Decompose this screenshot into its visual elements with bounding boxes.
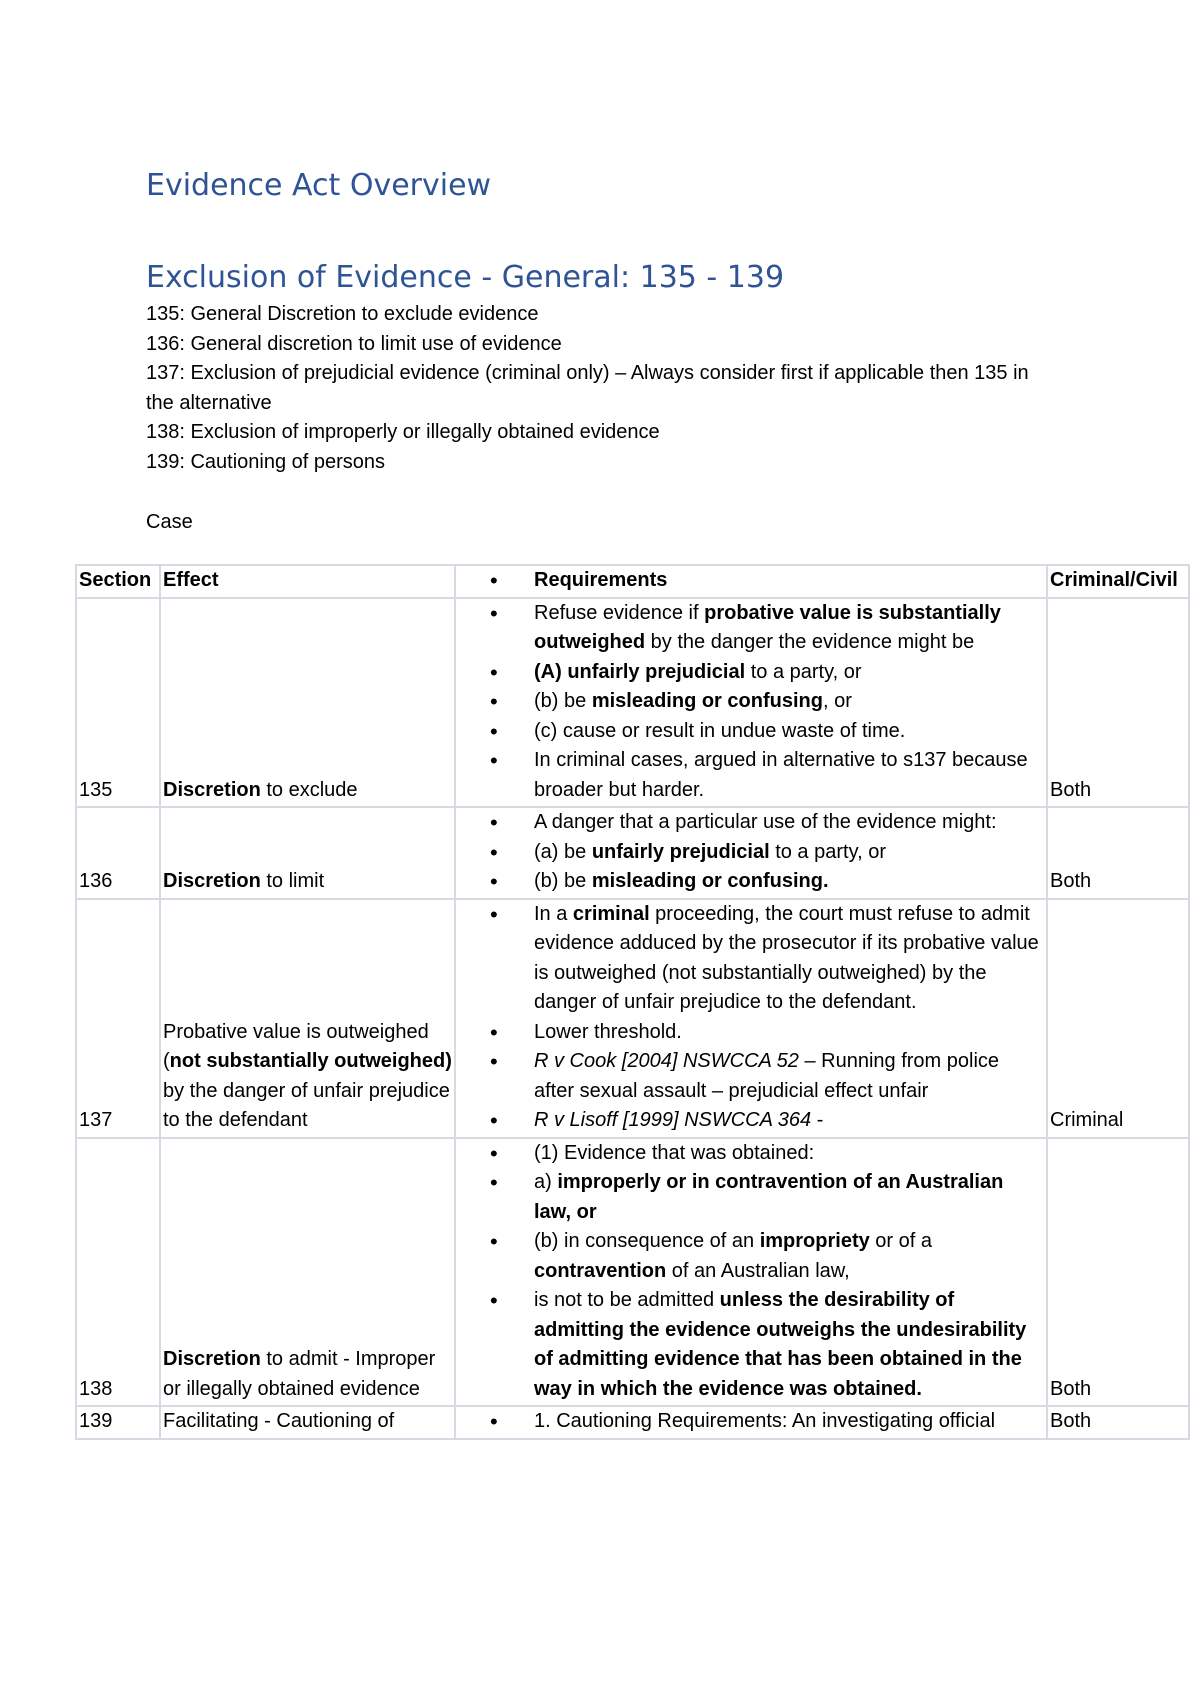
requirements-list (456, 599, 1044, 806)
text-run: to exclude (260, 778, 358, 801)
effect-cell (160, 1406, 455, 1439)
text-run: In criminal cases, argued in alternative to s137 because broader but harder. (534, 749, 1028, 801)
requirements-list (456, 808, 1044, 897)
italic-text: R v Lisoff [1999] NSWCCA 364 (534, 1109, 812, 1131)
requirements-cell (455, 899, 1047, 1138)
header-effect: Effect (160, 565, 455, 598)
text-run: of an Australian law, (666, 1259, 850, 1282)
list-item (456, 808, 1044, 838)
intro-line: 135: General Discretion to exclude evidence (146, 303, 539, 325)
criminal-civil-cell: Criminal (1047, 899, 1189, 1138)
bold-text: improperly or in contravention of an Australian law, or (534, 1171, 1004, 1223)
list-item (456, 717, 1044, 747)
text-run: , or (822, 690, 852, 712)
text-run: (1) Evidence that was obtained: (534, 1141, 815, 1164)
section-cell: 139 (76, 1406, 160, 1439)
intro-line: 136: General discretion to limit use of evidence (146, 332, 562, 355)
text-run: – Running from police after sexual assault – prejudicial effect unfair (534, 1050, 1000, 1102)
bold-text: Discretion (163, 870, 261, 892)
table-row (76, 899, 1189, 1138)
requirements-list (456, 1407, 1044, 1437)
bold-text: not substantially outweighed) (169, 1050, 452, 1072)
bold-text: Discretion (163, 1348, 261, 1370)
section-cell: 135 (76, 598, 160, 808)
text-run: (b) be (534, 870, 592, 892)
list-item (456, 746, 1044, 805)
intro-line: 137: Exclusion of prejudicial evidence (criminal only) – Always consider first if applicable then 135 in the alternative (146, 362, 1029, 414)
list-item (456, 658, 1044, 688)
text-run: Refuse evidence if (534, 601, 705, 624)
bold-text: misleading or confusing. (591, 870, 829, 892)
text-run: to limit (260, 870, 325, 892)
section-cell: 137 (76, 899, 160, 1138)
effect-cell (160, 598, 455, 808)
requirements-list (456, 1139, 1044, 1405)
header-requirements-label: • Requirements (456, 566, 1044, 596)
list-item (456, 1168, 1044, 1227)
text-run: is not to be admitted (534, 1289, 720, 1311)
list-item (456, 1106, 1044, 1136)
section-cell: 138 (76, 1138, 160, 1407)
text-run: by the danger of unfair prejudice to the defendant (163, 1079, 450, 1131)
text-run: 1. Cautioning Requirements: An investigating official (534, 1410, 996, 1432)
criminal-civil-cell: Both (1047, 598, 1189, 808)
list-item (456, 1018, 1044, 1048)
effect-cell (160, 899, 455, 1138)
header-criminal-civil: Criminal/Civil (1047, 565, 1189, 598)
header-requirements (455, 565, 1047, 598)
text-run: Probative value is outweighed ( (163, 1020, 429, 1072)
text-run: a) (534, 1171, 558, 1193)
list-item (456, 838, 1044, 868)
bold-text: (A) unfairly prejudicial (534, 660, 746, 683)
list-item (456, 599, 1044, 658)
effect-cell (160, 1138, 455, 1407)
criminal-civil-cell: Both (1047, 1138, 1189, 1407)
text-run: to admit - Improper or illegally obtained evidence (163, 1348, 436, 1400)
requirements-cell (455, 1406, 1047, 1439)
criminal-civil-cell: Both (1047, 807, 1189, 899)
bold-text: impropriety (759, 1230, 870, 1252)
text-run: by the danger the evidence might be (645, 631, 975, 653)
requirements-cell (455, 807, 1047, 899)
bold-text: contravention (534, 1259, 667, 1282)
bold-text: Discretion (163, 778, 261, 801)
section-cell: 136 (76, 807, 160, 899)
text-run: proceeding, the court must refuse to admit evidence adduced by the prosecutor if its probative value is outweighed (not substantially outweighed) by the danger of unfair prejudice to the defendant. (534, 902, 1039, 1013)
text-run: Lower threshold. (534, 1020, 682, 1043)
text-run: to a party, or (769, 840, 886, 863)
table-row (76, 598, 1189, 808)
list-item (456, 1407, 1044, 1437)
requirements-cell (455, 598, 1047, 808)
list-item (456, 1286, 1044, 1404)
requirements-cell (455, 1138, 1047, 1407)
list-item (456, 867, 1044, 897)
header-section: Section (76, 565, 160, 598)
sections-table (75, 564, 1190, 1440)
text-run: (b) be (534, 690, 592, 712)
effect-cell (160, 807, 455, 899)
text-run: Facilitating - Cautioning of (163, 1410, 395, 1432)
text-run: or of a (869, 1230, 932, 1252)
bold-text: unless the desirability of admitting the evidence outweighs the undesirability of admitting evidence that has been obtained in the way in which the evidence was obtained. (534, 1289, 1027, 1400)
bold-text: misleading or confusing (591, 690, 823, 712)
text-run: A danger that a particular use of the evidence might: (534, 811, 997, 833)
table-header-row (76, 565, 1189, 598)
bold-text: criminal (572, 902, 650, 925)
case-label: Case (146, 511, 193, 533)
bold-text: unfairly prejudicial (591, 840, 770, 863)
text-run: (b) in consequence of an (534, 1230, 760, 1252)
text-run: (c) cause or result in undue waste of time. (534, 719, 906, 742)
document-title: Evidence Act Overview (146, 168, 492, 203)
intro-line: 138: Exclusion of improperly or illegally obtained evidence (146, 421, 660, 443)
list-item (456, 1139, 1044, 1169)
list-item (456, 1047, 1044, 1106)
bold-text: probative value is substantially outweighed (534, 601, 1001, 653)
table-row (76, 807, 1189, 899)
table-row (76, 1138, 1189, 1407)
requirements-list (456, 900, 1044, 1136)
table-row (76, 1406, 1189, 1439)
italic-text: R v Cook [2004] NSWCCA 52 (534, 1050, 799, 1072)
text-run: (a) be (534, 840, 592, 863)
list-item (456, 900, 1044, 1018)
list-item (456, 1227, 1044, 1286)
text-run: In a (534, 902, 573, 925)
criminal-civil-cell: Both (1047, 1406, 1189, 1439)
section-heading: Exclusion of Evidence - General: 135 - 139 (146, 260, 785, 295)
text-run: to a party, or (745, 660, 862, 683)
text-run: - (811, 1109, 824, 1131)
list-item (456, 687, 1044, 717)
intro-line: 139: Cautioning of persons (146, 450, 386, 473)
intro-list (146, 300, 1046, 477)
